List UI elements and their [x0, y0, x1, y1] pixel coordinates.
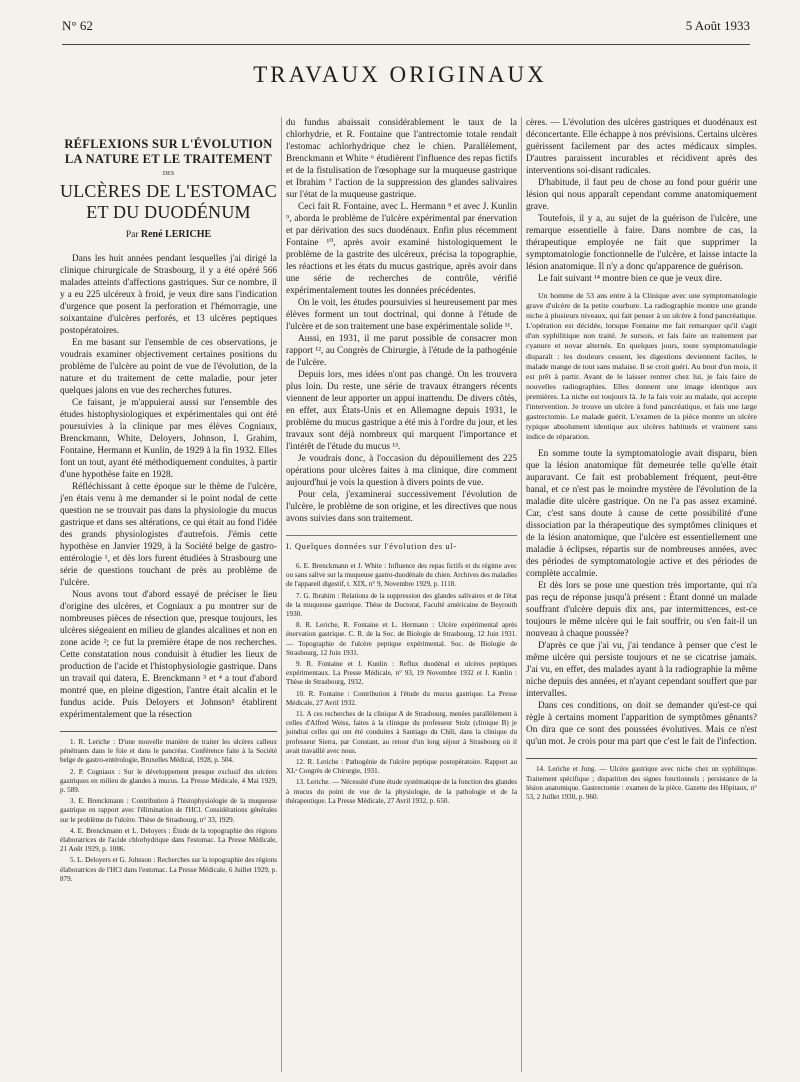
footnote: 13. Leriche. — Nécessité d'une étude systématique de la fonction des glandes à mucus du point de vue de la physiologie, de la pathologie et de la thérapeutique. La Presse Médicale, 27 Avril 1932, p. 650. [286, 778, 517, 805]
footnote: 7. G. Ibrahim : Relations de la suppression des glandes salivaires et de l'état de la muqueuse gastrique. Thèse de Doctorat, Faculté américaine de Beyrouth 1930. [286, 591, 517, 619]
paragraph: du fundus abaissait considérablement le taux de la chlorhydrie, et R. Fontaine que l'antrectomie totale rendait l'estomac achlorhydrique chez le chien. Parallèlement, Brenckmann et White ⁶ étudièrent l'influence des repas fictifs et de la fistulisation de l'œsophage sur la muqueuse gastrique et Ibrahim ⁷ l'action de la suppression des glandes salivaires sur l'état de la muqueuse gastrique. [286, 118, 517, 200]
paragraph: Toutefois, il y a, au sujet de la guérison de l'ulcère, une remarque essentielle à faire. Dans nombre de cas, la thérapeutique employée ne fait que supprimer la symptomatologie fonctionnelle de l'ulcère, et laisse intacte la lésion anatomique. Il n'y a donc qu'apparence de guérison. [526, 214, 757, 272]
page-number: N° 62 [62, 18, 93, 33]
case-report: Un homme de 53 ans entre à la Clinique avec une symptomatologie grave d'ulcère de la petite courbure. La radiographie montre une grande niche à plusieurs niveaux, qui fait penser à un ulcère à fond pancréatique. L'opération est décidée, lorsque Fontaine me fait remarquer qu'il s'agit d'un syphilitique non traité. Je sursois, et fais faire un traitement par cyanure et novar alternés. En quelques jours, toute symptomatologie disparaît : les douleurs cessent, les digestions deviennent faciles, le malade mange de tout sans malaise. Il se croit guéri. Au bout d'un mois, il est prêt à partir. Avant de le laisser rentrer chez lui, je fais faire de nouvelles radiographies. Elles donnent une image identique aux premières. La niche est toujours là. Je la fais voir au malade, qui accepte l'intervention. Je trouve un ulcère à fond pancréatique, et fais une large gastrectomie. Le malade guérit. L'examen de la pièce montre un ulcère typique absolument identique aux ulcères habituels et vraiment sans indice de réparation. [526, 291, 757, 442]
footnote: 5. L. Deloyers et G. Johnson : Recherches sur la topographie des régions élaboratrices de l'HCl dans l'estomac. La Presse Médicale, 6 Juillet 1929, p. 879. [60, 856, 277, 883]
paragraph: Aussi, en 1931, il me parut possible de consacrer mon rapport ¹², au Congrès de Chirurgie, à l'étude de la pathogénie de l'ulcère. [286, 334, 517, 368]
column-2 [286, 117, 517, 808]
paragraph: Ce faisant, je m'appuierai aussi sur l'ensemble des études histophysiologiques et expérimentales qui ont été poursuivies à la clinique par mes élèves Cogniaux, Brenckmann, White, Deloyers, Johnson, I. Grahim, Fontaine, Hermann et Kunlin, de 1929 à la fin 1932. Elles font un tout, ayant été méthodiquement conduites, à partir d'une hypothèse faite en 1928. [60, 398, 277, 480]
paragraph: Réfléchissant à cette époque sur le thème de l'ulcère, j'en étais venu à me demander si le point nodal de cette question ne se trouvait pas dans la physiologie du mucus gastrique et dans ses altérations, ce qui était au fond l'idée des grands physiologistes d'autrefois. J'émis cette hypothèse en Janvier 1929, à la Société belge de gastro-entérologie ¹, et dès lors furent étudiées à Strasbourg une série de questions touchant de près au problème de l'ulcère. [60, 482, 277, 588]
issue-date: 5 Août 1933 [685, 18, 750, 33]
footnote: 3. E. Brenckmann : Contribution à l'histophysiologie de la muqueuse gastrique en rapport avec l'élimination de l'HCl. Considérations générales sur le problème de l'ulcère. Thèse de Strasbourg, n° 33, 1929. [60, 797, 277, 824]
paragraph: Pour cela, j'examinerai successivement l'évolution de l'ulcère, le problème de son origine, et les directives que nous avons suivies dans son traitement. [286, 490, 517, 524]
paragraph: Dans ces conditions, on doit se demander qu'est-ce qui règle à certains moment l'apparition de symptômes gênants? On dira que ce sont des poussées évolutives. Mais ce n'est qu'un mot. Je crois pour ma part que c'est le fait de l'infection. [526, 701, 757, 748]
paragraph: Le fait suivant ¹⁴ montre bien ce que je veux dire. [538, 274, 722, 284]
article-title-line1: RÉFLEXIONS SUR L'ÉVOLUTION [64, 137, 273, 151]
column-3 [526, 117, 757, 804]
paragraph: On le voit, les études poursuivies si heureusement par mes élèves forment un tout doctrinal, qui donne à l'étude de l'ulcère et de son traitement une base expérimentale solide ¹¹. [286, 298, 517, 332]
footnotes [286, 556, 517, 806]
paragraph: D'après ce que j'ai vu, j'ai tendance à penser que c'est le même ulcère qui persiste toujours et ne se cicatrise jamais. J'ai vu, en effet, des malades ayant à la radiographie la même niche depuis des années, et n'ayant cependant souffert que par intervalles. [526, 641, 757, 700]
footnote: 8. R. Leriche, R. Fontaine et L. Hermann : Ulcère expérimental après énervation gastrique. C. R. de la Soc. de Biologie de Strasbourg, 12 Juin 1931. — Topographie de l'ulcère peptique expérimental. Soc. de Biologie de Strasbourg, 12 Juin 1931. [286, 621, 517, 657]
paragraph: Dans les huit années pendant lesquelles j'ai dirigé la clinique chirurgicale de Strasbourg, il y a été opéré 566 malades atteints d'affections gastriques. Sur ce nombre, il y a eu 225 ulcéreux à froid, je veux dire sans l'indication d'urgence que posent la perforation et l'hémorragie, une soixantaine d'ulcères perforés, et 13 ulcères peptiques postopératoires. [60, 254, 277, 336]
footnote: 10. R. Fontaine : Contribution à l'étude du mucus gastrique. La Presse Médicale, 27 Avril 1932. [286, 689, 517, 707]
footnote: 9. R. Fontaine et J. Kunlin : Reflux duodénal et ulcères peptiques expérimentaux. La Presse Médicale, n° 93, 19 Novembre 1932 et J. Kunlin : Thèse de Strasbourg, 1932. [286, 660, 517, 687]
footnotes [60, 731, 277, 884]
footnote: 12. R. Leriche : Pathogénie de l'ulcère peptique postopératoire. Rapport au XLᵉ Congrès de Chirurgie, 1931. [286, 758, 517, 776]
paragraph: Et dès lors se pose une question très importante, qui n'a pas reçu de réponse jusqu'à présent : Étant donné un malade souffrant d'ulcère depuis dix ans, par intermittences, est-ce toujours le même ulcère qui le fait souffrir, ou s'en fait-il un nouveau à chaque poussée? [526, 581, 757, 640]
author-prefix: Par [125, 230, 139, 240]
author-name: René LERICHE [140, 229, 212, 240]
paragraph: En somme toute la symptomatologie avait disparu, bien que la lésion anatomique fût demeurée telle qu'elle était auparavant. Ce fait est probablement fréquent, peut-être banal, et ce n'est pas le moindre mystère de l'évolution de la maladie dite ulcère gastrique. On ne l'a pas assez examiné. Car, c'est sans doute à cause de cette possibilité d'une dissociation par la thérapeutique des symptômes cliniques et de la lésion anatomique, que l'ulcère est essentiellement une maladie à éclipses, répartis sur de nombreuses années, avec des périodes de symptomatologie active et des périodes de complète accalmie. [526, 449, 757, 580]
article-title-line4: ET DU DUODÉNUM [86, 202, 251, 222]
section-heading: I. Quelques données sur l'évolution des ul- [286, 535, 517, 552]
page-header [62, 18, 750, 38]
paragraph: Je voudrais donc, à l'occasion du dépouillement des 225 opérations pour ulcères faites à ma clinique, dire comment aujourd'hui je vois la question à divers points de vue. [286, 454, 517, 488]
paragraph: Depuis lors, mes idées n'ont pas changé. On les trouvera plus loin. Du reste, une série de travaux étrangers récents viennent de leur apporter un appui inattendu. De divers côtés, en effet, aux États-Unis et en Allemagne depuis 1931, le problème du mucus gastrique a été mis à l'ordre du jour, et les travaux sont déjà nombreux qui marquent l'importance et l'intérêt de l'étude du mucus ¹³. [286, 370, 517, 452]
section-title: TRAVAUX ORIGINAUX [253, 62, 547, 87]
article-title-line3: ULCÈRES DE L'ESTOMAC [60, 181, 277, 201]
article-title-line2: LA NATURE ET LE TRAITEMENT [64, 152, 273, 166]
paragraph: Nous avons tout d'abord essayé de préciser le lieu d'origine des ulcères, et Cogniaux a pu montrer sur de nombreuses pièces de résection que, presque toujours, les ulcères siégeaient en milieu de glandes alcalines et non en zone acide ²; ce fut la première étape de nos recherches. Cette constatation nous conduisit à étudier les lieux de production de l'acide et l'histophysiologie gastrique. Dans un travail qui datera, E. Brenckmann ³ et ⁴ a tout d'abord montré que, en pleine digestion, l'antre était alcalin et le fundus acide. Puis Deloyers et Johnson⁵ établirent expérimentalement que la résection [60, 590, 277, 720]
column-divider [281, 117, 282, 1072]
footnote: 6. E. Brenckmann et J. White : Influence des repas fictifs et du régime avec ou sans salive sur la muqueuse gastro-duodénale du chien. Archives des maladies de l'appareil digestif, t. XIX, n° 9, Novembre 1929, p. 1118. [286, 562, 517, 589]
column-divider [521, 117, 522, 1072]
paragraph: Ceci fait R. Fontaine, avec L. Hermann ⁸ et avec J. Kunlin ⁹, aborda le problème de l'ulcère expérimental par énervation et par dérivation des sucs duodénaux. Enfin plus récemment Fontaine ¹⁰, après avoir examiné histologiquement le problème de la gastrite des ulcéreux, précisa la topographie, les réactions et les états du mucus gastrique, après avoir dans une série de recherches de contrôle, vérifié expérimentalement toutes les données précédentes. [286, 202, 517, 296]
footnote: 4. E. Brenckmann et L. Deloyers : Étude de la topographie des régions élaboratrices de l'acide chlorhydrique dans l'estomac. La Presse Médicale, 21 Août 1929, p. 1086. [60, 826, 277, 854]
footnote: 11. A ces recherches de la clinique A de Strasbourg, menées parallèlement à celles d'Alfred Weiss, faites à la clinique du professeur Stolz (clinique B) je joindrai celles qui ont été conduites à Santiago du Chili, dans la clinique du professeur Sierra, par Constant, au retour d'un long séjour à Strasbourg où il avait travaillé avec nous. [286, 710, 517, 755]
footnote: 2. P. Cogniaux : Sur le développement presque exclusif des ulcères gastriques en milieu de glandes à mucus. La Presse Médicale, 4 Mai 1929, p. 589. [60, 767, 277, 795]
footnote: 1. R. Leriche : D'une nouvelle manière de traiter les ulcères calleux pénétrants dans le foie et dans le pancréas. Conférence faite à la Société belge de gastro-entérologie, Bruxelles Médical, 1928, p. 504. [60, 738, 277, 765]
footnote: 14. Leriche et Jung. — Ulcère gastrique avec niche chez un syphilitique. Traitement spécifique ; disparition des signes fonctionnels ; persistance de la lésion anatomique. Gastrectomie : examen de la pièce. Gazette des Hôpitaux, n° 53, 2 Juillet 1930, p. 960. [526, 765, 757, 802]
article-title-des: DES [162, 171, 175, 177]
paragraph: En me basant sur l'ensemble de ces observations, je voudrais examiner objectivement certaines positions du problème de l'ulcère au point de vue de l'évolution, de la nature et du traitement de cette maladie, pour jeter quelques jalons en vue des recherches futures. [60, 338, 277, 396]
header-rule [62, 44, 750, 45]
byline [60, 229, 277, 241]
paragraph: cères. — L'évolution des ulcères gastriques et duodénaux est déconcertante. Elle échappe à nos prévisions. Certains ulcères guérissent facilement par des actes médicaux simples. D'autres paraissent incurables et récidivent après des interventions soi-disant radicales. [526, 118, 757, 176]
footnotes [526, 758, 757, 802]
column-1 [60, 117, 277, 886]
paragraph: D'habitude, il faut peu de chose au fond pour guérir une lésion qui nous apparaît cependant comme anatomiquement grave. [526, 178, 757, 212]
